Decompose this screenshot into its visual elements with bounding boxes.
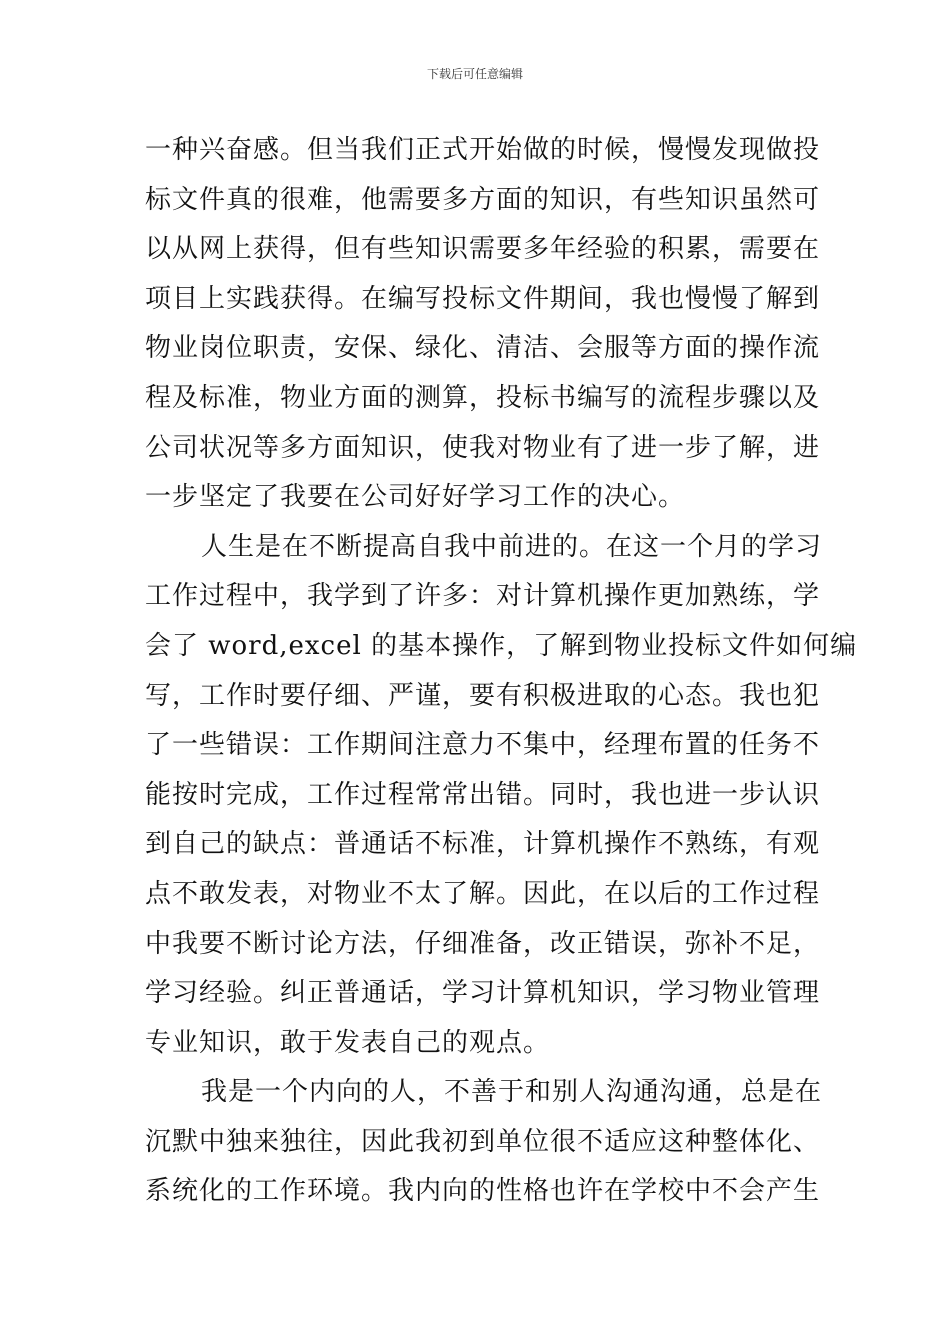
paragraph-3 (145, 1068, 823, 1217)
text-line: 学习经验。纠正普通话，学习计算机知识，学习物业管理 (145, 978, 821, 1009)
text-line: 程及标准，物业方面的测算，投标书编写的流程步骤以及 (145, 382, 821, 413)
text-line: 一种兴奋感。但当我们正式开始做的时候，慢慢发现做投 (145, 135, 821, 165)
text-line: 了一些错误：工作期间注意力不集中，经理布置的任务不 (145, 730, 821, 761)
text-line: 公司状况等多方面知识，使我对物业有了进一步了解，进 (145, 432, 821, 463)
paragraph-2 (145, 523, 858, 1069)
text-line: 以从网上获得，但有些知识需要多年经验的积累，需要在 (145, 234, 821, 265)
text-line: 标文件真的很难，他需要多方面的知识，有些知识虽然可 (145, 184, 821, 215)
document-body (145, 126, 858, 1217)
text-line: 中我要不断讨论方法，仔细准备，改正错误，弥补不足， (145, 928, 821, 959)
text-line: 项目上实践获得。在编写投标文件期间，我也慢慢了解到 (145, 283, 821, 314)
page-header: 下载后可任意编辑 (426, 67, 523, 81)
text-line: 工作过程中，我学到了许多：对计算机操作更加熟练，学 (145, 581, 821, 612)
text-line: 能按时完成，工作过程常常出错。同时，我也进一步认识 (145, 779, 821, 810)
text-line: 系统化的工作环境。我内向的性格也许在学校中不会产生 (145, 1176, 821, 1207)
text-line-indented: 我是一个内向的人，不善于和别人沟通沟通，总是在 (201, 1077, 823, 1108)
text-line: 物业岗位职责，安保、绿化、清洁、会服等方面的操作流 (145, 333, 821, 364)
paragraph-1 (145, 126, 821, 523)
text-line: 一步坚定了我要在公司好好学习工作的决心。 (145, 482, 686, 513)
text-line-indented: 人生是在不断提高自我中前进的。在这一个月的学习 (201, 531, 823, 562)
text-line: 到自己的缺点：普通话不标准，计算机操作不熟练，有观 (145, 829, 821, 860)
text-line: 沉默中独来独往，因此我初到单位很不适应这种整体化、 (145, 1126, 821, 1157)
text-line: 专业知识，敢于发表自己的观点。 (145, 1027, 551, 1058)
text-line: 写，工作时要仔细、严谨，要有积极进取的心态。我也犯 (145, 680, 821, 711)
text-line: 会了 word,excel 的基本操作，了解到物业投标文件如何编 (145, 630, 858, 661)
text-line: 点不敢发表，对物业不太了解。因此，在以后的工作过程 (145, 878, 821, 909)
